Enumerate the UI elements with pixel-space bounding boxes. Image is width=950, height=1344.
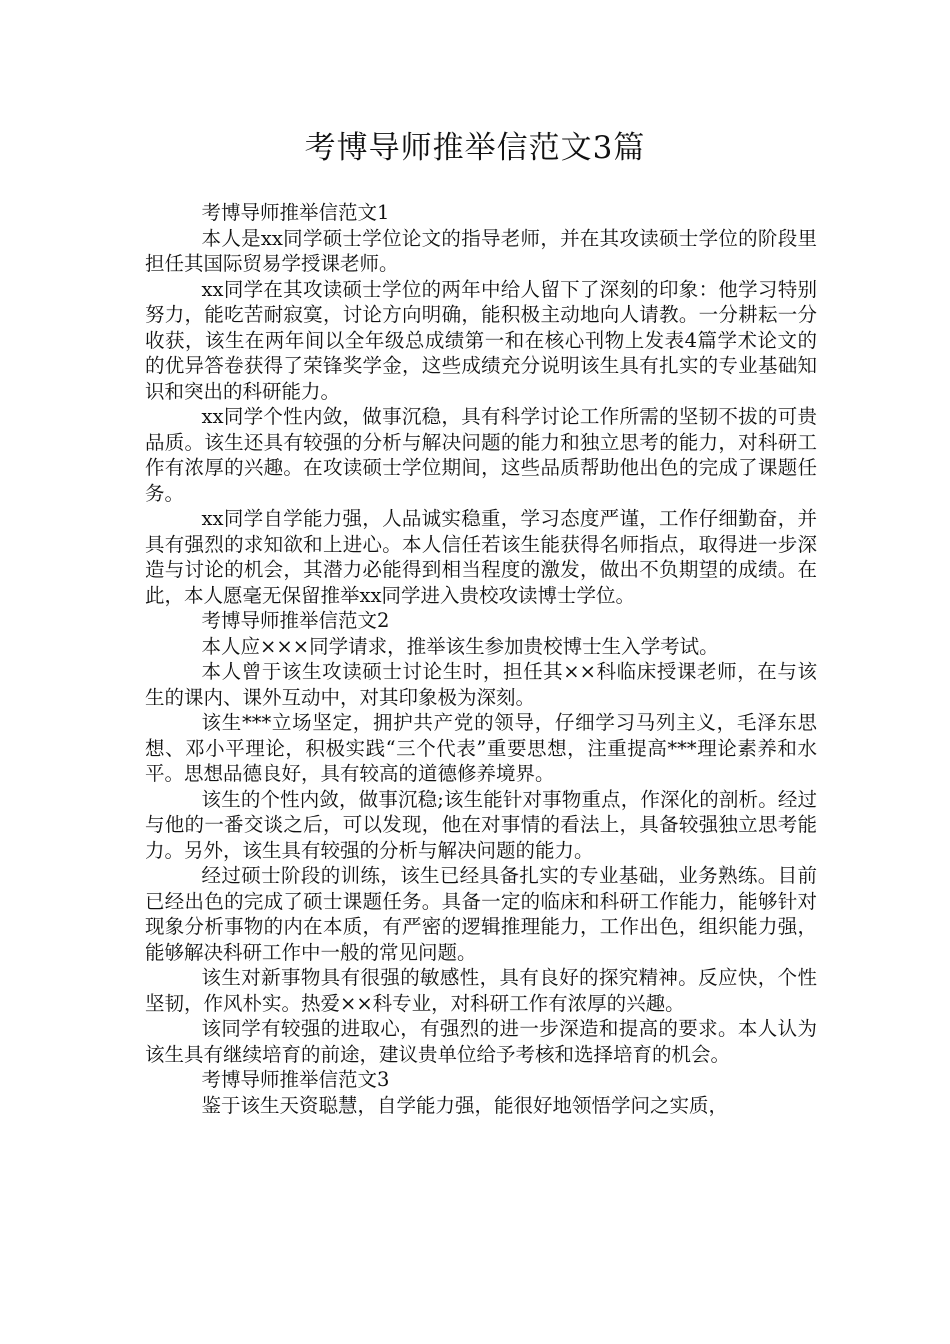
paragraph: 该生对新事物具有很强的敏感性，具有良好的探究精神。反应快，个性坚韧，作风朴实。热爱××科专业，对科研工作有浓厚的兴趣。 [145,966,817,1015]
document-title: 考博导师推举信范文3篇 [304,130,646,166]
paragraph: 鉴于该生天资聪慧，自学能力强，能很好地领悟学问之实质， [201,1093,729,1117]
section-heading-1: 考博导师推举信范文1 [201,201,390,224]
document-body [145,200,817,1118]
paragraph: xx同学个性内敛，做事沉稳，具有科学讨论工作所需的坚韧不拔的可贵品质。该生还具有较强的分析与解决问题的能力和独立思考的能力，对科研工作有浓厚的兴趣。在攻读硕士学位期间，这些品质帮助他出色的完成了课题任务。 [145,405,817,505]
section-heading-2: 考博导师推举信范文2 [201,609,390,632]
paragraph: 该生***立场坚定，拥护共产党的领导，仔细学习马列主义，毛泽东思想、邓小平理论，积极实践“三个代表”重要思想，注重提高***理论素养和水平。思想品德良好，具有较高的道德修养境界。 [145,711,817,785]
paragraph: 本人应×××同学请求，推举该生参加贵校博士生入学考试。 [201,634,719,658]
paragraph: xx同学自学能力强，人品诚实稳重，学习态度严谨，工作仔细勤奋，并具有强烈的求知欲和上进心。本人信任若该生能获得名师指点，取得进一步深造与讨论的机会，其潜力必能得到相当程度的激发，做出不负期望的成绩。在此，本人愿毫无保留推举xx同学进入贵校攻读博士学位。 [145,507,817,607]
paragraph: xx同学在其攻读硕士学位的两年中给人留下了深刻的印象：他学习特别努力，能吃苦耐寂寞，讨论方向明确，能积极主动地向人请教。一分耕耘一分收获，该生在两年间以全年级总成绩第一和在核心刊物上发表4篇学术论文的的优异答卷获得了荣锋奖学金，这些成绩充分说明该生具有扎实的专业基础知识和突出的科研能力。 [145,277,817,403]
paragraph: 该同学有较强的进取心，有强烈的进一步深造和提高的要求。本人认为该生具有继续培育的前途，建议贵单位给予考核和选择培育的机会。 [145,1017,817,1066]
paragraph: 本人曾于该生攻读硕士讨论生时，担任其××科临床授课老师，在与该生的课内、课外互动中，对其印象极为深刻。 [145,660,817,709]
paragraph: 该生的个性内敛，做事沉稳;该生能针对事物重点，作深化的剖析。经过与他的一番交谈之后，可以发现，他在对事情的看法上，具备较强独立思考能力。另外，该生具有较强的分析与解决问题的能力。 [145,787,817,862]
paragraph: 经过硕士阶段的训练，该生已经具备扎实的专业基础，业务熟练。目前已经出色的完成了硕士课题任务。具备一定的临床和科研工作能力，能够针对现象分析事物的内在本质，有严密的逻辑推理能力，工作出色，组织能力强，能够解决科研工作中一般的常见问题。 [145,864,817,964]
paragraph: 本人是xx同学硕士学位论文的指导老师，并在其攻读硕士学位的阶段里担任其国际贸易学授课老师。 [145,226,817,275]
section-heading-3: 考博导师推举信范文3 [201,1068,390,1091]
